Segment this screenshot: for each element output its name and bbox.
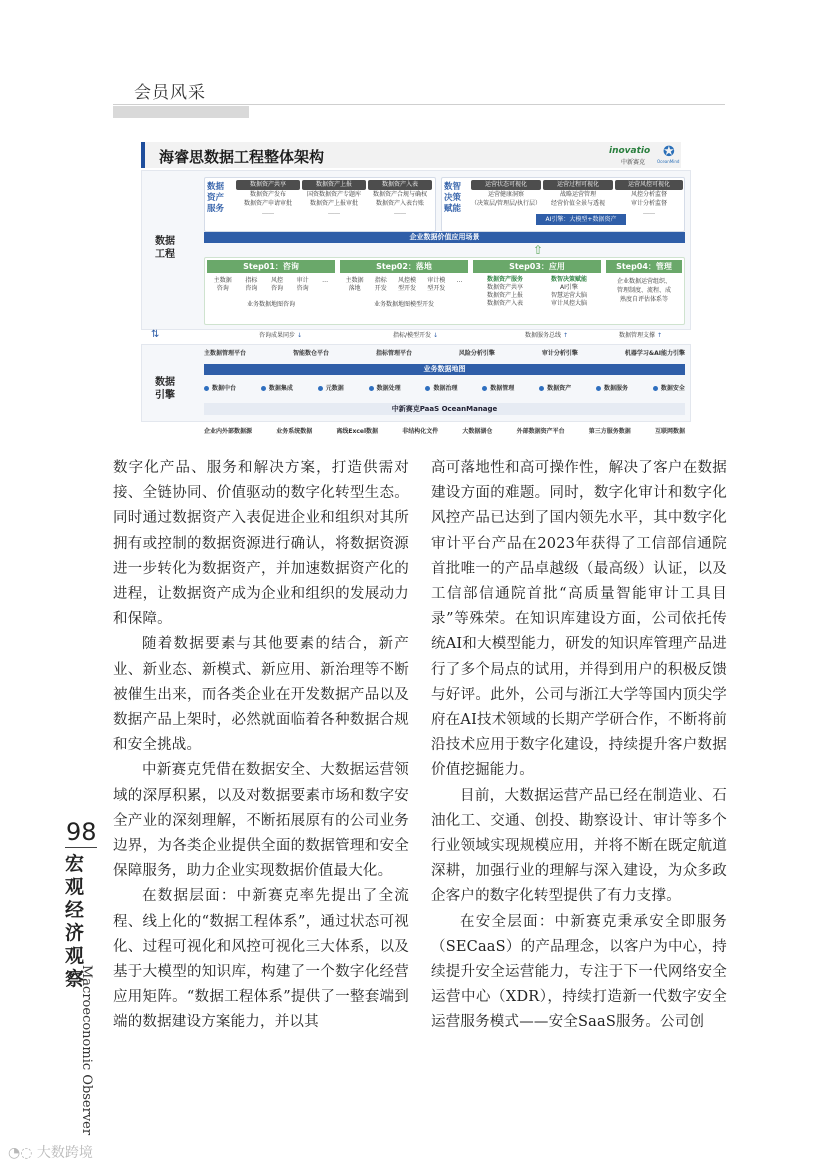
source-item: 离线Excel数据 — [336, 428, 379, 435]
step-4-lines — [606, 277, 682, 304]
up-arrow-icon: ↑ — [656, 332, 662, 339]
asset-col-1 — [236, 180, 300, 217]
step-item: 主数据 落地 — [345, 277, 364, 292]
right-column — [431, 456, 727, 1036]
oceanmind-logo-icon: ✪ — [663, 144, 675, 160]
link-dev — [393, 332, 438, 340]
tool-icon — [539, 386, 544, 391]
step-3-line: 数据资产入表 — [486, 300, 523, 307]
down-arrow-icon: ↓ — [432, 332, 438, 339]
tool-icon — [369, 386, 374, 391]
asset-col-head: 数据资产入表 — [368, 180, 432, 190]
platform-item: 审计分析引擎 — [541, 350, 578, 357]
figure-title: 海睿思数据工程整体架构 — [159, 148, 325, 166]
paragraph: 高可落地性和高可操作性，解决了客户在数据建设方面的难题。同时，数字化审计和数字化风控产品已达到了国内领先水平，其中数字化审计平台产品在2023年获得了工信部信通院首批唯一的产品卓越级（最高级）认证，以及工信部信通院首批“高质量智能审计工具目录”等殊荣。在知识库建设方面，公司依托传统AI和大模型能力，研发的知识库管理产品进行了多个局点的试用，并得到用户的积极反馈与好评。此外，公司与浙江大学等国内顶尖学府在AI技术领域的长期产学研合作，不断将前沿技术应用于数字化建设，持续提升客户数据价值挖掘能力。 — [431, 460, 727, 779]
asset-line: …… — [328, 209, 340, 216]
decision-label: 数智 决策 赋能 — [444, 182, 462, 214]
step-item: 风控模 型开发 — [398, 277, 417, 292]
engineering-label: 数据 工程 — [155, 236, 175, 260]
engine-label: 数据 引擎 — [155, 377, 175, 401]
tool-icon — [425, 386, 430, 391]
source-item: 大数据湖仓 — [462, 428, 493, 435]
magazine-title-cn: 宏观经济观察 — [65, 853, 85, 990]
page-number: 98 — [66, 818, 97, 846]
tool-item — [482, 383, 514, 392]
asset-line: 数据资产上报审批 — [309, 200, 358, 207]
step-foot: 业务数据地图咨询 — [246, 301, 295, 308]
step-head: Step01：咨询 — [207, 260, 335, 273]
tool-label: 数据中台 — [212, 385, 237, 392]
tool-label: 数据资产 — [547, 385, 572, 392]
step-item: 风控 咨询 — [270, 277, 283, 292]
tool-label: 元数据 — [325, 385, 344, 392]
decision-col-head: 运营风控可视化 — [615, 180, 683, 190]
tool-label: 数据集成 — [268, 385, 293, 392]
asset-line: 数据资产发布 — [249, 191, 286, 198]
step-3-sub-head: 数据资产服务 — [486, 276, 523, 283]
decision-line: 审计分析监督 — [630, 200, 667, 207]
link-label: 咨询成果同步 — [259, 332, 296, 339]
tool-item — [653, 383, 685, 392]
header-divider — [113, 104, 725, 105]
step-item: … — [322, 277, 329, 284]
tool-icon — [596, 386, 601, 391]
paragraph: 随着数据要素与其他要素的结合，新产业、新业态、新模式、新应用、新治理等不断被催生出来，而各类企业在开发数据产品以及数据产品上架时，必然就面临着各种数据合规和安全挑战。 — [113, 636, 409, 754]
step-foot: 业务数据地图模型开发 — [373, 301, 434, 308]
tool-icon — [204, 386, 209, 391]
down-arrow-icon: ↓ — [296, 332, 302, 339]
source-item: 业务系统数据 — [276, 428, 313, 435]
step-3-sub-1 — [487, 276, 523, 308]
step-item: 审计模 型开发 — [427, 277, 446, 292]
step-3 — [473, 260, 601, 308]
decision-line: 风控分析监督 — [630, 191, 667, 198]
paragraph: 中新赛克凭借在数据安全、大数据运营领域的深厚积累，以及对数据要素市场和数字安全产业的深刻理解，不断拓展原有的公司业务边界，为各类企业提供全面的数据管理和安全保障服务，助力企业实现数据价值最大化。 — [113, 762, 409, 880]
decision-line: 经营价值全景与透视 — [550, 200, 605, 207]
tool-label: 数据管理 — [490, 385, 515, 392]
tool-icon — [261, 386, 266, 391]
tool-item — [261, 383, 293, 392]
decision-line: …… — [643, 209, 655, 216]
tool-item — [539, 383, 571, 392]
decision-col-2 — [543, 180, 613, 208]
sync-arrows-icon: ⇅ — [151, 329, 160, 340]
step-2 — [340, 260, 468, 309]
step-item: 主数据 咨询 — [213, 277, 232, 292]
ai-engine-bar: AI引擎：大模型+数据资产 — [536, 214, 626, 225]
source-item: 非结构化文件 — [402, 428, 439, 435]
tools-row — [204, 383, 685, 392]
link-consult — [259, 332, 302, 340]
step-items — [340, 277, 468, 293]
asset-col-3 — [368, 180, 432, 217]
decision-line: （决策层/管理层/执行层） — [471, 200, 542, 207]
step-4 — [606, 260, 682, 304]
source-item: 外部数据资产平台 — [516, 428, 565, 435]
left-column — [113, 456, 409, 1036]
inovatio-logo-cn: 中新赛克 — [621, 159, 646, 166]
step-1 — [207, 260, 335, 309]
tool-icon — [318, 386, 323, 391]
link-support — [619, 332, 662, 340]
step-3-line: 数据资产上报 — [486, 292, 523, 299]
paragraph: 数字化产品、服务和解决方案，打造供需对接、全链协同、价值驱动的数字化转型生态。同时通过数据资产入表促进企业和组织对其所拥有或控制的数据资源进行确认，将数据资源进一步转化为数据资产，并加速数据资产化的进程，让数据资产成为企业和组织的发展动力和保障。 — [113, 460, 409, 628]
oceanmind-logo-text: OceanMind — [657, 159, 680, 164]
step-4-line: 企业数据运营组织、 — [616, 278, 671, 285]
watermark-logo-icon: ◔◌ — [8, 1145, 33, 1161]
platform-item: 智能数仓平台 — [292, 350, 329, 357]
tool-icon — [653, 386, 658, 391]
step-items — [207, 277, 335, 293]
tool-label: 数据服务 — [604, 385, 629, 392]
asset-line: 数据资产申请审批 — [243, 200, 292, 207]
tool-item — [204, 383, 236, 392]
platform-item: 指标管理平台 — [375, 350, 412, 357]
asset-col-head: 数据资产上报 — [302, 180, 366, 190]
tool-label: 数据治理 — [433, 385, 458, 392]
tool-item — [318, 383, 344, 392]
step-4-line: 熟度自评估体系等 — [619, 296, 668, 303]
scene-bar: 企业数据价值应用场景 — [204, 232, 685, 243]
inovatio-logo: inovatio — [609, 146, 651, 156]
link-bus — [525, 332, 568, 340]
asset-col-head: 数据资产共享 — [236, 180, 300, 190]
tool-item — [369, 383, 401, 392]
decision-col-head: 运营状态可视化 — [471, 180, 541, 190]
step-4-line: 管理制度、流程、成 — [616, 287, 671, 294]
source-item: 互联网数据 — [654, 428, 685, 435]
step-item: 审计 咨询 — [296, 277, 309, 292]
watermark-text: 大数跨境 — [36, 1145, 93, 1161]
link-label: 数据管理支撑 — [619, 332, 656, 339]
step-head: Step02：落地 — [340, 260, 468, 273]
asset-services-label: 数据 资产 服务 — [207, 182, 225, 214]
platform-item: 风险分析引擎 — [458, 350, 495, 357]
step-3-line: 数据资产共享 — [486, 284, 523, 291]
step-item: 指标 咨询 — [245, 277, 258, 292]
asset-line: 数据资产入表台账 — [375, 200, 424, 207]
platform-item: 机器学习&AI能力引擎 — [624, 350, 685, 357]
up-arrow-icon: ⇧ — [533, 243, 544, 257]
business-map-bar: 业务数据地图 — [204, 364, 685, 375]
step-3-line: 智慧运营大脑 — [550, 292, 587, 299]
asset-line: 国资数据资产专题库 — [306, 191, 361, 198]
platform-row — [204, 348, 685, 357]
step-item: 指标 开发 — [374, 277, 387, 292]
step-head: Step03：应用 — [473, 260, 601, 273]
asset-line: …… — [262, 209, 274, 216]
source-item: 企业内外部数据源 — [204, 428, 253, 435]
step-head: Step04：管理 — [606, 260, 682, 273]
tool-item — [425, 383, 457, 392]
sources-row — [204, 426, 685, 435]
decision-col-head: 运营过程可视化 — [543, 180, 613, 190]
step-3-sub-2 — [551, 276, 587, 308]
step-item: … — [456, 277, 463, 284]
watermark — [8, 1142, 93, 1162]
up-arrow-icon: ↑ — [562, 332, 568, 339]
source-item: 第三方服务数据 — [588, 428, 631, 435]
step-3-line: AI引擎 — [560, 284, 578, 291]
paragraph: 在数据层面：中新赛克率先提出了全流程、线上化的“数据工程体系”，通过状态可视化、过程可视化和风控可视化三大体系，以及基于大模型的知识库，构建了一个数字化经营应用矩阵。“数据工程体系”提供了一整套端到端的数据建设方案能力，并以其 — [113, 888, 409, 1031]
step-3-sub-head: 数智决策赋能 — [550, 276, 587, 283]
paas-bar: 中新赛克PaaS OceanManage — [204, 403, 685, 415]
step-3-subs — [473, 276, 601, 308]
tool-label: 数据处理 — [376, 385, 401, 392]
figure-title-bar — [141, 142, 681, 168]
decision-line: 运营健康洞察 — [487, 191, 524, 198]
platform-item: 主数据管理平台 — [204, 350, 247, 357]
decision-line: 战略运营管理 — [559, 191, 596, 198]
paragraph: 在安全层面：中新赛克秉承安全即服务（SECaaS）的产品理念，以客户为中心，持续提升安全运营能力，专注于下一代网络安全运营中心（XDR），持续打造新一代数字安全运营服务模式——安全SaaS服务。公司创 — [431, 913, 727, 1031]
decision-col-3 — [615, 180, 683, 217]
link-label: 数据服务总线 — [525, 332, 562, 339]
paragraph: 目前，大数据运营产品已经在制造业、石油化工、交通、创投、勘察设计、审计等多个行业领域实现规模应用，并将不断在既定航道深耕，加强行业的理解与深入建设，为众多政企客户的数字化转型提供了有力支撑。 — [431, 787, 727, 905]
link-label: 指标/模型开发 — [393, 332, 432, 339]
tool-icon — [482, 386, 487, 391]
tool-item — [596, 383, 628, 392]
decision-col-1 — [471, 180, 541, 208]
asset-col-2 — [302, 180, 366, 217]
asset-line: 数据资产合规与确权 — [372, 191, 427, 198]
asset-line: …… — [394, 209, 406, 216]
section-title: 会员风采 — [134, 83, 206, 103]
step-3-line: 审计风控大脑 — [550, 300, 587, 307]
magazine-title-en: Macroeconomic Observer — [79, 965, 94, 1136]
header-grey-block — [113, 106, 249, 118]
page-number-rule — [65, 847, 97, 848]
architecture-figure — [141, 140, 691, 440]
tool-label: 数据安全 — [660, 385, 685, 392]
